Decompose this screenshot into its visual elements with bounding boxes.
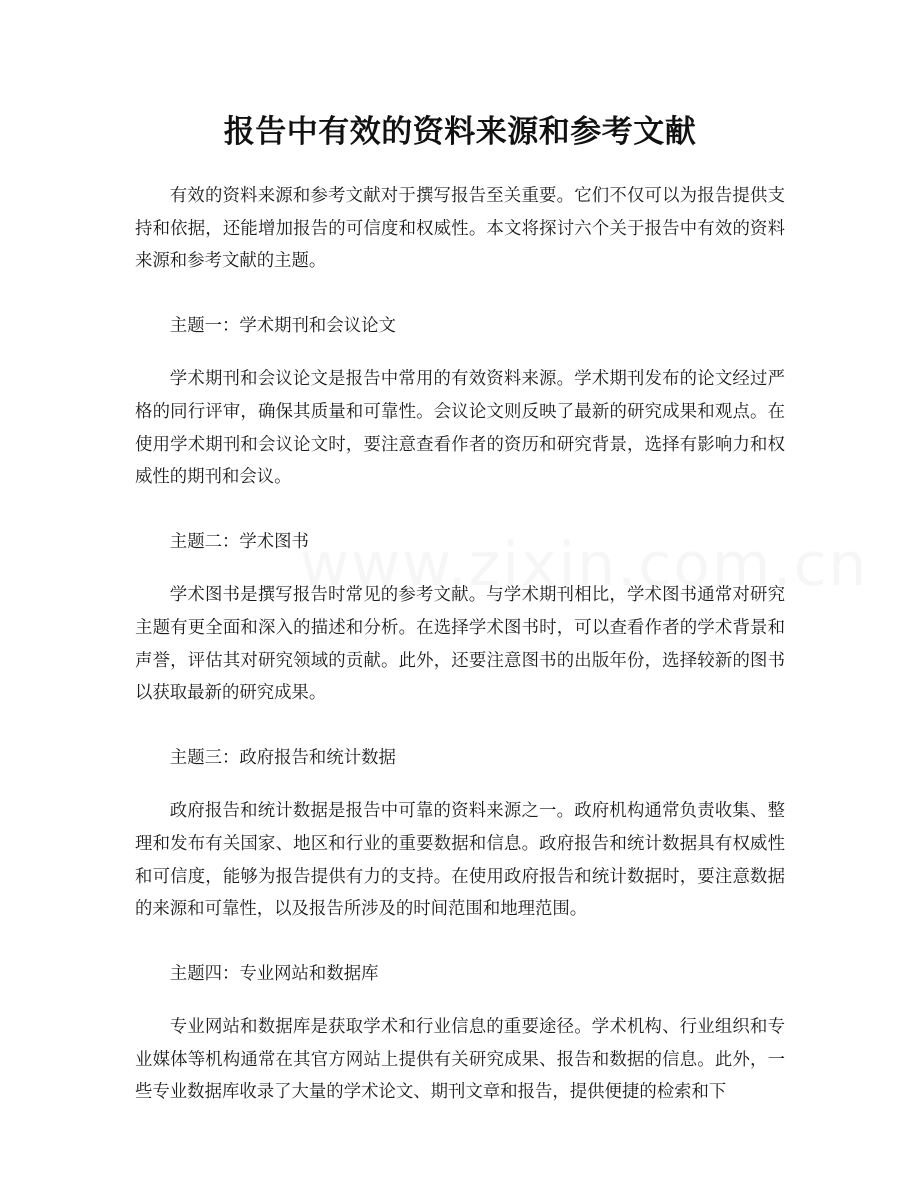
- section-body-3: 政府报告和统计数据是报告中可靠的资料来源之一。政府机构通常负责收集、整理和发布有关国家、地区和行业的重要数据和信息。政府报告和统计数据具有权威性和可信度，能够为报告提供有力的支持。在使用政府报告和统计数据时，要注意数据的来源和可靠性，以及报告所涉及的时间范围和地理范围。: [135, 801, 785, 920]
- document-title: 报告中有效的资料来源和参考文献: [223, 114, 697, 150]
- section-heading-1: 主题一：学术期刊和会议论文: [169, 315, 396, 336]
- intro-paragraph: 有效的资料来源和参考文献对于撰写报告至关重要。它们不仅可以为报告提供支持和依据，还能增加报告的可信度和权威性。本文将探讨六个关于报告中有效的资料来源和参考文献的主题。: [135, 186, 785, 272]
- section-heading-2: 主题二：学术图书: [169, 531, 309, 552]
- document-body: [135, 180, 785, 1141]
- section-heading-4: 主题四：专业网站和数据库: [169, 963, 379, 984]
- section-body-4: 专业网站和数据库是获取学术和行业信息的重要途径。学术机构、行业组织和专业媒体等机构通常在其官方网站上提供有关研究成果、报告和数据的信息。此外，一些专业数据库收录了大量的学术论文、期刊文章和报告，提供便捷的检索和下: [135, 1017, 785, 1103]
- section-body-1: 学术期刊和会议论文是报告中常用的有效资料来源。学术期刊发布的论文经过严格的同行评审，确保其质量和可靠性。会议论文则反映了最新的研究成果和观点。在使用学术期刊和会议论文时，要注意查看作者的资历和研究背景，选择有影响力和权威性的期刊和会议。: [135, 369, 785, 488]
- section-heading-3: 主题三：政府报告和统计数据: [169, 747, 396, 768]
- section-body-2: 学术图书是撰写报告时常见的参考文献。与学术期刊相比，学术图书通常对研究主题有更全面和深入的描述和分析。在选择学术图书时，可以查看作者的学术背景和声誉，评估其对研究领域的贡献。此外，还要注意图书的出版年份，选择较新的图书以获取最新的研究成果。: [135, 585, 785, 704]
